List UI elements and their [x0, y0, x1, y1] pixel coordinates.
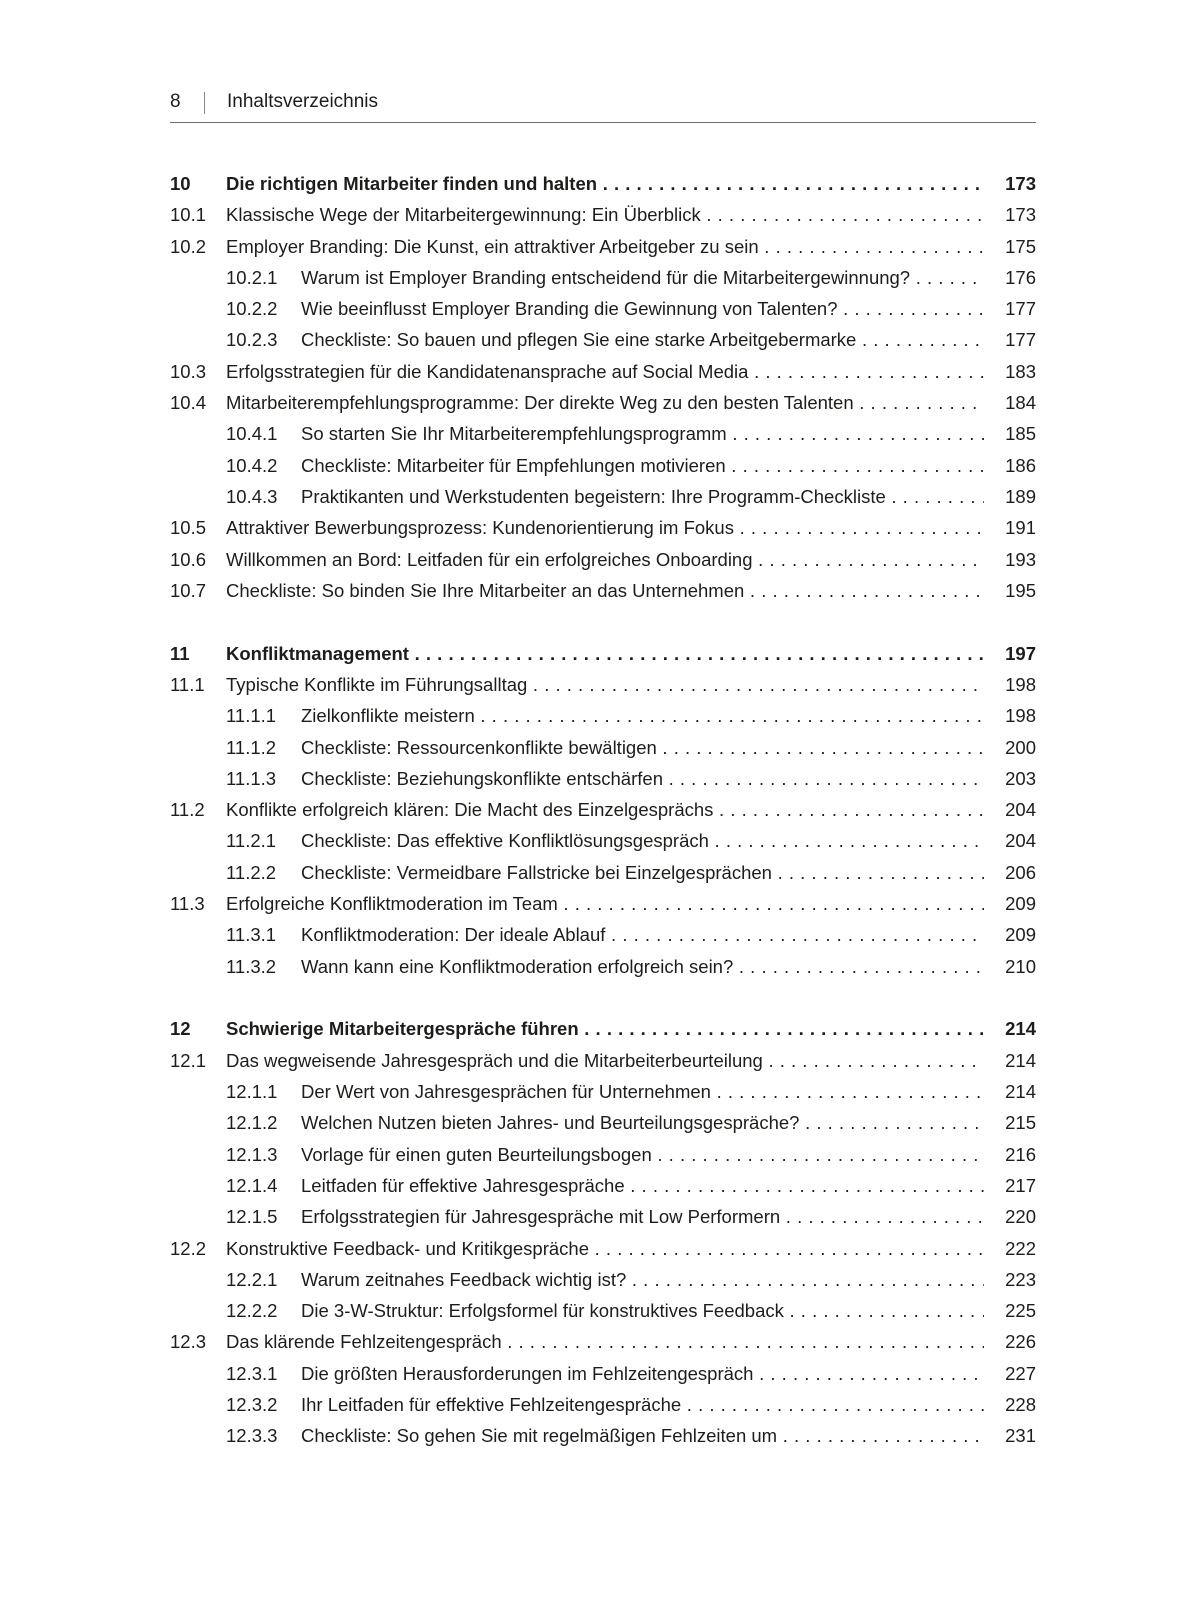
- toc-entry-number: 10.2.2: [226, 298, 278, 320]
- toc-entry-title: Wann kann eine Konfliktmoderation erfolgreich sein? . . .: [301, 951, 984, 982]
- toc-entry-title: Vorlage für einen guten Beurteilungsbogen . . .: [301, 1139, 984, 1170]
- page-number: 8: [170, 91, 181, 112]
- toc-entry-page: 210: [1005, 955, 1036, 977]
- toc-entry-title: Checkliste: Ressourcenkonflikte bewältigen . . .: [301, 732, 984, 763]
- toc-entry-title: Zielkonflikte meistern . . .: [301, 700, 984, 731]
- toc-section-entry: [170, 669, 1036, 700]
- toc-subsection-entry: [170, 1264, 1036, 1295]
- toc-subsection-entry: [170, 262, 1036, 293]
- toc-entry-page: 186: [1005, 454, 1036, 476]
- toc-section-entry: [170, 512, 1036, 543]
- toc-subsection-entry: [170, 324, 1036, 355]
- toc-entry-number: 10.3: [170, 360, 207, 382]
- toc-entry-page: 209: [1005, 924, 1036, 946]
- toc-subsection-entry: [170, 1139, 1036, 1170]
- toc-entry-page: 173: [1005, 173, 1036, 194]
- toc-entry-title: Das wegweisende Jahresgespräch und die Mitarbeiterbeurteilung . . .: [226, 1045, 984, 1076]
- toc-entry-page: 204: [1005, 799, 1036, 821]
- toc-entry-number: 10.2: [170, 235, 207, 257]
- toc-subsection-entry: [170, 1295, 1036, 1326]
- toc-entry-number: 12.2: [170, 1237, 207, 1259]
- toc-entry-title: Checkliste: Vermeidbare Fallstricke bei Einzelgesprächen . . .: [301, 857, 984, 888]
- toc-entry-title: Der Wert von Jahresgesprächen für Unternehmen . . .: [301, 1076, 984, 1107]
- toc-subsection-entry: [170, 1389, 1036, 1420]
- toc-entry-page: 195: [1005, 579, 1036, 601]
- toc-entry-number: 10.5: [170, 517, 207, 539]
- toc-entry-title: Checkliste: Beziehungskonflikte entschärfen . . .: [301, 763, 984, 794]
- toc-entry-title: So starten Sie Ihr Mitarbeiterempfehlungsprogramm . . .: [301, 418, 984, 449]
- toc-entry-page: 222: [1005, 1237, 1036, 1259]
- page-header: [170, 88, 1036, 123]
- toc-entry-number: 12.3.3: [226, 1425, 278, 1447]
- toc-entry-title: Konfliktmanagement . . .: [226, 638, 984, 669]
- toc-entry-page: 227: [1005, 1362, 1036, 1384]
- toc-subsection-entry: [170, 1170, 1036, 1201]
- toc-entry-number: 10.7: [170, 579, 207, 601]
- toc-subsection-entry: [170, 1420, 1036, 1451]
- toc-subsection-entry: [170, 1358, 1036, 1389]
- toc-section-entry: [170, 1045, 1036, 1076]
- toc-entry-page: 177: [1005, 329, 1036, 351]
- toc-subsection-entry: [170, 763, 1036, 794]
- toc-subsection-entry: [170, 1201, 1036, 1232]
- toc-entry-number: 12.3.2: [226, 1393, 278, 1415]
- toc-entry-number: 12.3.1: [226, 1362, 278, 1384]
- toc-entry-page: 220: [1005, 1206, 1036, 1228]
- toc-entry-number: 10.6: [170, 548, 207, 570]
- toc-entry-number: 12.2.1: [226, 1268, 278, 1290]
- toc-entry-title: Attraktiver Bewerbungsprozess: Kundenorientierung im Fokus . . .: [226, 512, 984, 543]
- toc-entry-title: Praktikanten und Werkstudenten begeistern: Ihre Programm-Checkliste . . .: [301, 481, 984, 512]
- toc-entry-page: 177: [1005, 298, 1036, 320]
- toc-entry-title: Employer Branding: Die Kunst, ein attraktiver Arbeitgeber zu sein . . .: [226, 231, 984, 262]
- toc-entry-number: 11.3.2: [226, 955, 277, 977]
- toc-entry-title: Checkliste: Das effektive Konfliktlösungsgespräch . . .: [301, 825, 984, 856]
- toc-entry-page: 226: [1005, 1331, 1036, 1353]
- toc-entry-number: 12.1.2: [226, 1112, 278, 1134]
- toc-section-entry: [170, 794, 1036, 825]
- toc-chapter-entry: [170, 1013, 1036, 1044]
- toc-entry-number: 11.3: [170, 893, 205, 915]
- toc-entry-title: Schwierige Mitarbeitergespräche führen . . .: [226, 1013, 984, 1044]
- toc-entry-page: 216: [1005, 1143, 1036, 1165]
- toc-entry-page: 175: [1005, 235, 1036, 257]
- toc-entry-title: Die richtigen Mitarbeiter finden und halten . . .: [226, 168, 984, 199]
- toc-entry-title: Die 3-W-Struktur: Erfolgsformel für konstruktives Feedback . . .: [301, 1295, 984, 1326]
- toc-entry-number: 11.3.1: [226, 924, 277, 946]
- toc-entry-title: Checkliste: So gehen Sie mit regelmäßigen Fehlzeiten um . . .: [301, 1420, 984, 1451]
- toc-entry-title: Warum ist Employer Branding entscheidend für die Mitarbeitergewinnung? . . .: [301, 262, 984, 293]
- toc-entry-page: 231: [1005, 1425, 1036, 1447]
- toc-subsection-entry: [170, 857, 1036, 888]
- toc-entry-page: 217: [1005, 1174, 1036, 1196]
- toc-entry-title: Die größten Herausforderungen im Fehlzeitengespräch . . .: [301, 1358, 984, 1389]
- toc-entry-number: 12: [170, 1018, 191, 1040]
- toc-entry-title: Welchen Nutzen bieten Jahres- und Beurteilungsgespräche? . . .: [301, 1107, 984, 1138]
- toc-entry-number: 11.1.1: [226, 705, 277, 727]
- toc-section-entry: [170, 387, 1036, 418]
- toc-chapter-entry: [170, 638, 1036, 669]
- toc-section-entry: [170, 575, 1036, 606]
- toc-section-entry: [170, 544, 1036, 575]
- toc-entry-title: Konstruktive Feedback- und Kritikgespräche . . .: [226, 1233, 984, 1264]
- toc-subsection-entry: [170, 919, 1036, 950]
- toc-entry-page: 203: [1005, 767, 1036, 789]
- toc-entry-title: Warum zeitnahes Feedback wichtig ist? . . .: [301, 1264, 984, 1295]
- toc-entry-page: 191: [1005, 517, 1036, 539]
- toc-subsection-entry: [170, 418, 1036, 449]
- toc-subsection-entry: [170, 293, 1036, 324]
- toc-subsection-entry: [170, 700, 1036, 731]
- toc-entry-number: 12.1.5: [226, 1206, 278, 1228]
- toc-entry-title: Checkliste: So bauen und pflegen Sie eine starke Arbeitgebermarke . . .: [301, 324, 984, 355]
- toc-section-entry: [170, 888, 1036, 919]
- toc-entry-number: 11.2.1: [226, 830, 277, 852]
- toc-entry-number: 12.1: [170, 1049, 207, 1071]
- toc-entry-page: 189: [1005, 485, 1036, 507]
- toc-entry-title: Typische Konflikte im Führungsalltag . . .: [226, 669, 984, 700]
- toc-entry-number: 10.4.2: [226, 454, 278, 476]
- toc-entry-title: Ihr Leitfaden für effektive Fehlzeitengespräche . . .: [301, 1389, 984, 1420]
- toc-entry-title: Mitarbeiterempfehlungsprogramme: Der direkte Weg zu den besten Talenten . . .: [226, 387, 984, 418]
- toc-chapter-entry: [170, 168, 1036, 199]
- toc-entry-title: Leitfaden für effektive Jahresgespräche . . .: [301, 1170, 984, 1201]
- toc-entry-title: Erfolgreiche Konfliktmoderation im Team . . .: [226, 888, 984, 919]
- toc-section-entry: [170, 356, 1036, 387]
- toc-entry-number: 10.4.3: [226, 485, 278, 507]
- table-of-contents: [170, 168, 1036, 1452]
- toc-subsection-entry: [170, 951, 1036, 982]
- toc-entry-title: Konfliktmoderation: Der ideale Ablauf . . .: [301, 919, 984, 950]
- toc-section-entry: [170, 1233, 1036, 1264]
- toc-entry-number: 11.2.2: [226, 861, 277, 883]
- toc-entry-number: 10.2.1: [226, 266, 278, 288]
- toc-subsection-entry: [170, 1076, 1036, 1107]
- toc-entry-page: 204: [1005, 830, 1036, 852]
- toc-entry-number: 10.1: [170, 204, 207, 226]
- toc-entry-number: 10.2.3: [226, 329, 278, 351]
- toc-entry-page: 198: [1005, 673, 1036, 695]
- toc-entry-number: 11.1.2: [226, 736, 277, 758]
- toc-entry-title: Erfolgsstrategien für Jahresgespräche mit Low Performern . . .: [301, 1201, 984, 1232]
- toc-section-entry: [170, 1326, 1036, 1357]
- toc-entry-title: Checkliste: So binden Sie Ihre Mitarbeiter an das Unternehmen . . .: [226, 575, 984, 606]
- toc-subsection-entry: [170, 825, 1036, 856]
- toc-subsection-entry: [170, 732, 1036, 763]
- toc-entry-page: 228: [1005, 1393, 1036, 1415]
- toc-entry-title: Klassische Wege der Mitarbeitergewinnung: Ein Überblick . . .: [226, 199, 984, 230]
- toc-entry-page: 184: [1005, 392, 1036, 414]
- toc-entry-number: 10: [170, 173, 191, 194]
- toc-entry-number: 10.4.1: [226, 423, 278, 445]
- header-separator: [204, 92, 205, 114]
- toc-subsection-entry: [170, 1107, 1036, 1138]
- toc-entry-title: Erfolgsstrategien für die Kandidatenansprache auf Social Media . . .: [226, 356, 984, 387]
- toc-entry-page: 214: [1005, 1049, 1036, 1071]
- toc-entry-title: Wie beeinflusst Employer Branding die Gewinnung von Talenten? . . .: [301, 293, 984, 324]
- toc-entry-title: Konflikte erfolgreich klären: Die Macht des Einzelgesprächs . . .: [226, 794, 984, 825]
- toc-entry-number: 11: [170, 642, 190, 664]
- toc-entry-number: 12.2.2: [226, 1300, 278, 1322]
- toc-entry-number: 12.1.4: [226, 1174, 278, 1196]
- toc-entry-title: Willkommen an Bord: Leitfaden für ein erfolgreiches Onboarding . . .: [226, 544, 984, 575]
- toc-entry-number: 11.1.3: [226, 767, 277, 789]
- toc-entry-page: 173: [1005, 204, 1036, 226]
- toc-entry-page: 206: [1005, 861, 1036, 883]
- toc-entry-page: 198: [1005, 705, 1036, 727]
- toc-entry-title: Checkliste: Mitarbeiter für Empfehlungen motivieren . . .: [301, 450, 984, 481]
- toc-entry-page: 209: [1005, 893, 1036, 915]
- toc-entry-page: 193: [1005, 548, 1036, 570]
- toc-section-entry: [170, 231, 1036, 262]
- toc-subsection-entry: [170, 450, 1036, 481]
- toc-entry-page: 215: [1005, 1112, 1036, 1134]
- toc-entry-page: 200: [1005, 736, 1036, 758]
- toc-entry-page: 197: [1005, 642, 1036, 664]
- toc-subsection-entry: [170, 481, 1036, 512]
- toc-entry-number: 12.1.1: [226, 1081, 278, 1103]
- toc-entry-title: Das klärende Fehlzeitengespräch . . .: [226, 1326, 984, 1357]
- toc-entry-page: 223: [1005, 1268, 1036, 1290]
- toc-entry-page: 214: [1005, 1018, 1036, 1040]
- toc-entry-number: 12.3: [170, 1331, 207, 1353]
- toc-entry-page: 176: [1005, 266, 1036, 288]
- toc-entry-page: 225: [1005, 1300, 1036, 1322]
- toc-entry-page: 183: [1005, 360, 1036, 382]
- toc-entry-number: 10.4: [170, 392, 207, 414]
- toc-entry-number: 11.2: [170, 799, 205, 821]
- toc-entry-number: 12.1.3: [226, 1143, 278, 1165]
- toc-entry-page: 185: [1005, 423, 1036, 445]
- toc-entry-number: 11.1: [170, 673, 205, 695]
- toc-section-entry: [170, 199, 1036, 230]
- running-title: Inhaltsverzeichnis: [227, 91, 379, 112]
- toc-entry-page: 214: [1005, 1081, 1036, 1103]
